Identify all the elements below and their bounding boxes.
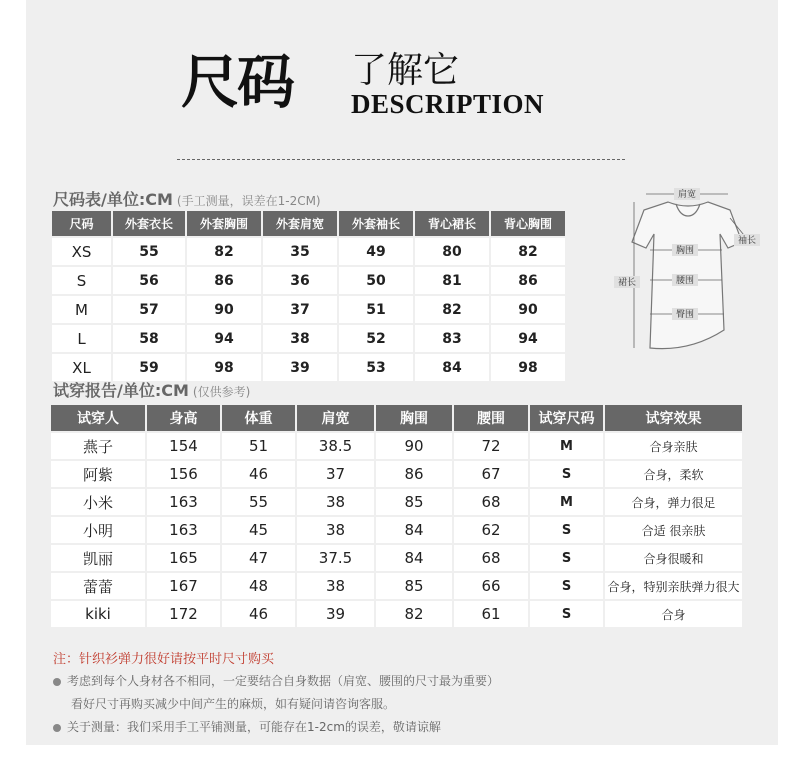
fit-size-cell: M bbox=[530, 433, 603, 459]
table-cell: 36 bbox=[263, 267, 337, 294]
table-cell: 37 bbox=[297, 461, 374, 487]
table-cell: 167 bbox=[147, 573, 220, 599]
size-cell: M bbox=[52, 296, 111, 323]
table-cell: 38.5 bbox=[297, 433, 374, 459]
table-cell: 67 bbox=[454, 461, 528, 487]
table-cell: 50 bbox=[339, 267, 413, 294]
note-text: 关于测量：我们采用手工平铺测量，可能存在1-2cm的误差，敬请谅解 bbox=[67, 720, 441, 734]
table-cell: 156 bbox=[147, 461, 220, 487]
fit-report-table bbox=[49, 403, 744, 629]
fit-col-header: 体重 bbox=[222, 405, 295, 431]
fit-effect-cell: 合身，特别亲肤弹力很大 bbox=[605, 573, 742, 599]
size-col-header: 外套肩宽 bbox=[263, 211, 337, 236]
fit-col-header: 胸围 bbox=[376, 405, 452, 431]
bullet-dot-icon bbox=[53, 724, 61, 732]
table-cell: 85 bbox=[376, 489, 452, 515]
fit-report-header-row bbox=[51, 405, 742, 431]
size-cell: L bbox=[52, 325, 111, 352]
table-cell: 68 bbox=[454, 489, 528, 515]
table-row bbox=[52, 296, 565, 323]
table-cell: 37.5 bbox=[297, 545, 374, 571]
table-cell: 81 bbox=[415, 267, 489, 294]
table-row bbox=[52, 325, 565, 352]
diagram-label-sleeve: 袖长 bbox=[737, 236, 757, 246]
table-cell: 47 bbox=[222, 545, 295, 571]
table-cell: 84 bbox=[415, 354, 489, 381]
table-cell: 46 bbox=[222, 601, 295, 627]
fit-col-header: 身高 bbox=[147, 405, 220, 431]
size-col-header: 背心裙长 bbox=[415, 211, 489, 236]
table-row bbox=[51, 517, 742, 543]
table-cell: 72 bbox=[454, 433, 528, 459]
elasticity-note: 注：针织衫弹力很好请按平时尺寸购买 bbox=[53, 652, 275, 667]
table-row bbox=[52, 238, 565, 265]
table-cell: 82 bbox=[415, 296, 489, 323]
table-cell: 38 bbox=[297, 517, 374, 543]
table-cell: 94 bbox=[491, 325, 565, 352]
table-cell: 84 bbox=[376, 517, 452, 543]
fit-size-cell: S bbox=[530, 517, 603, 543]
table-cell: 46 bbox=[222, 461, 295, 487]
table-cell: 86 bbox=[491, 267, 565, 294]
table-cell: 39 bbox=[297, 601, 374, 627]
table-cell: 55 bbox=[113, 238, 185, 265]
fit-effect-cell: 合身亲肤 bbox=[605, 433, 742, 459]
fit-size-cell: M bbox=[530, 489, 603, 515]
note-bullet-2 bbox=[53, 718, 441, 735]
table-cell: 38 bbox=[297, 489, 374, 515]
tester-name: 小米 bbox=[51, 489, 145, 515]
fit-effect-cell: 合身 bbox=[605, 601, 742, 627]
table-cell: 154 bbox=[147, 433, 220, 459]
table-cell: 53 bbox=[339, 354, 413, 381]
table-row bbox=[52, 267, 565, 294]
table-cell: 38 bbox=[263, 325, 337, 352]
fit-effect-cell: 合适 很亲肤 bbox=[605, 517, 742, 543]
fit-effect-cell: 合身很暖和 bbox=[605, 545, 742, 571]
size-chart-header-row bbox=[52, 211, 565, 236]
fit-effect-cell: 合身，弹力很足 bbox=[605, 489, 742, 515]
diagram-label-length: 裙长 bbox=[617, 278, 637, 288]
table-row bbox=[51, 573, 742, 599]
fit-col-header: 试穿尺码 bbox=[530, 405, 603, 431]
table-cell: 163 bbox=[147, 517, 220, 543]
table-cell: 90 bbox=[187, 296, 261, 323]
table-cell: 68 bbox=[454, 545, 528, 571]
header-title-en: DESCRIPTION bbox=[351, 89, 545, 119]
fit-col-header: 腰围 bbox=[454, 405, 528, 431]
table-cell: 57 bbox=[113, 296, 185, 323]
fit-effect-cell: 合身，柔软 bbox=[605, 461, 742, 487]
fit-report-title bbox=[53, 378, 250, 401]
note-text: 考虑到每个人身材各不相同，一定要结合自身数据（肩宽、腰围的尺寸最为重要） bbox=[67, 674, 500, 688]
tester-name: 蕾蕾 bbox=[51, 573, 145, 599]
table-cell: 52 bbox=[339, 325, 413, 352]
table-cell: 55 bbox=[222, 489, 295, 515]
table-cell: 90 bbox=[491, 296, 565, 323]
diagram-label-waist: 腰围 bbox=[675, 276, 695, 286]
table-cell: 94 bbox=[187, 325, 261, 352]
table-cell: 80 bbox=[415, 238, 489, 265]
table-cell: 83 bbox=[415, 325, 489, 352]
note-continuation: 看好尺寸再购买减少中间产生的麻烦，如有疑问请咨询客服。 bbox=[71, 697, 396, 711]
size-col-header: 外套袖长 bbox=[339, 211, 413, 236]
table-cell: 37 bbox=[263, 296, 337, 323]
table-cell: 48 bbox=[222, 573, 295, 599]
table-cell: 61 bbox=[454, 601, 528, 627]
size-chart-table bbox=[50, 209, 567, 383]
note-bullet-1 bbox=[53, 672, 499, 689]
table-cell: 86 bbox=[376, 461, 452, 487]
size-col-header: 外套胸围 bbox=[187, 211, 261, 236]
size-cell: XS bbox=[52, 238, 111, 265]
tester-name: kiki bbox=[51, 601, 145, 627]
table-cell: 49 bbox=[339, 238, 413, 265]
table-cell: 172 bbox=[147, 601, 220, 627]
header-title-big: 尺码 bbox=[181, 48, 294, 116]
fit-size-cell: S bbox=[530, 573, 603, 599]
size-cell: S bbox=[52, 267, 111, 294]
table-cell: 82 bbox=[187, 238, 261, 265]
table-cell: 82 bbox=[491, 238, 565, 265]
size-col-header: 外套衣长 bbox=[113, 211, 185, 236]
fit-report-note: (仅供参考) bbox=[192, 385, 251, 399]
bullet-dot-icon bbox=[53, 678, 61, 686]
table-cell: 51 bbox=[339, 296, 413, 323]
table-row bbox=[51, 489, 742, 515]
fit-col-header: 试穿人 bbox=[51, 405, 145, 431]
table-cell: 51 bbox=[222, 433, 295, 459]
size-chart-title bbox=[53, 187, 321, 210]
fit-col-header: 试穿效果 bbox=[605, 405, 742, 431]
table-row bbox=[51, 601, 742, 627]
size-col-header: 背心胸围 bbox=[491, 211, 565, 236]
table-row bbox=[52, 354, 565, 381]
table-row bbox=[51, 433, 742, 459]
table-cell: 58 bbox=[113, 325, 185, 352]
table-cell: 165 bbox=[147, 545, 220, 571]
size-col-header: 尺码 bbox=[52, 211, 111, 236]
table-cell: 59 bbox=[113, 354, 185, 381]
size-chart-note: (手工测量，误差在1-2CM) bbox=[176, 194, 321, 208]
header-divider bbox=[177, 159, 625, 160]
tester-name: 小明 bbox=[51, 517, 145, 543]
fit-size-cell: S bbox=[530, 461, 603, 487]
tester-name: 凯丽 bbox=[51, 545, 145, 571]
table-cell: 66 bbox=[454, 573, 528, 599]
diagram-label-shoulder: 肩宽 bbox=[677, 190, 697, 200]
table-cell: 85 bbox=[376, 573, 452, 599]
table-cell: 86 bbox=[187, 267, 261, 294]
table-cell: 38 bbox=[297, 573, 374, 599]
diagram-label-hip: 臀围 bbox=[675, 310, 695, 320]
table-cell: 39 bbox=[263, 354, 337, 381]
table-cell: 163 bbox=[147, 489, 220, 515]
table-cell: 56 bbox=[113, 267, 185, 294]
table-cell: 35 bbox=[263, 238, 337, 265]
header-title-small: 了解它 bbox=[351, 50, 460, 91]
table-cell: 45 bbox=[222, 517, 295, 543]
table-cell: 90 bbox=[376, 433, 452, 459]
size-chart-title-text: 尺码表/单位:CM bbox=[53, 190, 173, 209]
fit-col-header: 肩宽 bbox=[297, 405, 374, 431]
fit-size-cell: S bbox=[530, 545, 603, 571]
size-cell: XL bbox=[52, 354, 111, 381]
table-cell: 84 bbox=[376, 545, 452, 571]
table-cell: 98 bbox=[187, 354, 261, 381]
table-row bbox=[51, 545, 742, 571]
fit-report-title-text: 试穿报告/单位:CM bbox=[53, 381, 189, 400]
table-cell: 98 bbox=[491, 354, 565, 381]
table-row bbox=[51, 461, 742, 487]
diagram-label-chest: 胸围 bbox=[675, 246, 695, 256]
tester-name: 阿紫 bbox=[51, 461, 145, 487]
tester-name: 燕子 bbox=[51, 433, 145, 459]
table-cell: 82 bbox=[376, 601, 452, 627]
fit-size-cell: S bbox=[530, 601, 603, 627]
dress-diagram bbox=[610, 180, 770, 380]
table-cell: 62 bbox=[454, 517, 528, 543]
